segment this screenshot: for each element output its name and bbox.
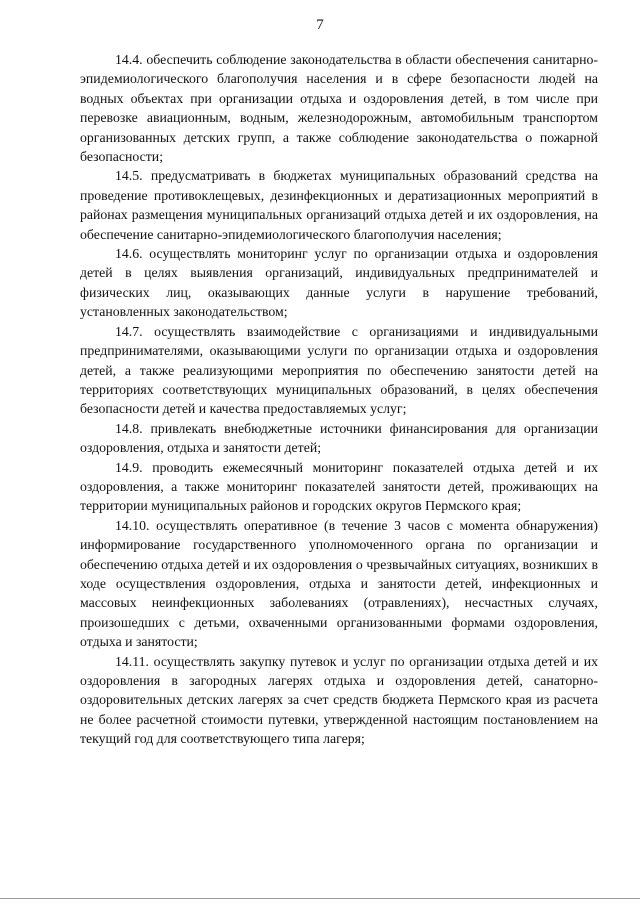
paragraph-14-8: 14.8. привлекать внебюджетные источники финансирования для организации оздоровления, отдыха и занятости детей;	[80, 420, 598, 456]
paragraph-14-9: 14.9. проводить ежемесячный мониторинг показателей отдыха детей и их оздоровления, а также мониторинг показателей занятости детей, проживающих на территории муниципальных районов и городских округов Пермского края;	[80, 459, 598, 514]
paragraph-14-11: 14.11. осуществлять закупку путевок и услуг по организации отдыха детей и их оздоровления в загородных лагерях отдыха и оздоровления детей, санаторно-оздоровительных детских лагерях за счет средств бюджета Пермского края из расчета не более расчетной стоимости путевки, утвержденной настоящим постановлением на текущий год для соответствующего типа лагеря;	[80, 653, 598, 747]
paragraph-14-10: 14.10. осуществлять оперативное (в течение 3 часов с момента обнаружения) информирование государственного уполномоченного органа по организации и обеспечению отдыха детей и их оздоровления о чрезвычайных ситуациях, возникших в ходе осуществления оздоровления, отдыха и занятости детей, инфекционных и массовых неинфекционных заболеваниях (отравлениях), несчастных случаях, произошедших с детьми, охваченными организованными формами оздоровления, отдыха и занятости;	[80, 517, 598, 650]
scan-edge-line	[0, 898, 640, 899]
document-body	[80, 50, 598, 749]
page-number: 7	[316, 17, 324, 33]
paragraph-14-5: 14.5. предусматривать в бюджетах муниципальных образований средства на проведение противоклещевых, дезинфекционных и дератизационных мероприятий в районах размещения муниципальных организаций отдыха детей и их оздоровления, на обеспечение санитарно-эпидемиологического благополучия населения;	[80, 168, 598, 242]
paragraph-14-4: 14.4. обеспечить соблюдение законодательства в области обеспечения санитарно-эпидемиологического благополучия населения и в сфере безопасности людей на водных объектах при организации отдыха и оздоровления детей, в том числе при перевозке авиационным, водным, железнодорожным, автомобильным транспортом организованных детских групп, а также соблюдение законодательства о пожарной безопасности;	[80, 52, 598, 165]
paragraph-14-6: 14.6. осуществлять мониторинг услуг по организации отдыха и оздоровления детей в целях выявления организаций, индивидуальных предпринимателей и физических лиц, оказывающих данные услуги в нарушение требований, установленных законодательством;	[80, 246, 598, 320]
paragraph-14-7: 14.7. осуществлять взаимодействие с организациями и индивидуальными предпринимателями, оказывающими услуги по организации отдыха и оздоровления детей, а также реализующими мероприятия по обеспечению занятости детей на территориях соответствующих муниципальных образований, в целях обеспечения безопасности детей и качества предоставляемых услуг;	[80, 323, 598, 417]
